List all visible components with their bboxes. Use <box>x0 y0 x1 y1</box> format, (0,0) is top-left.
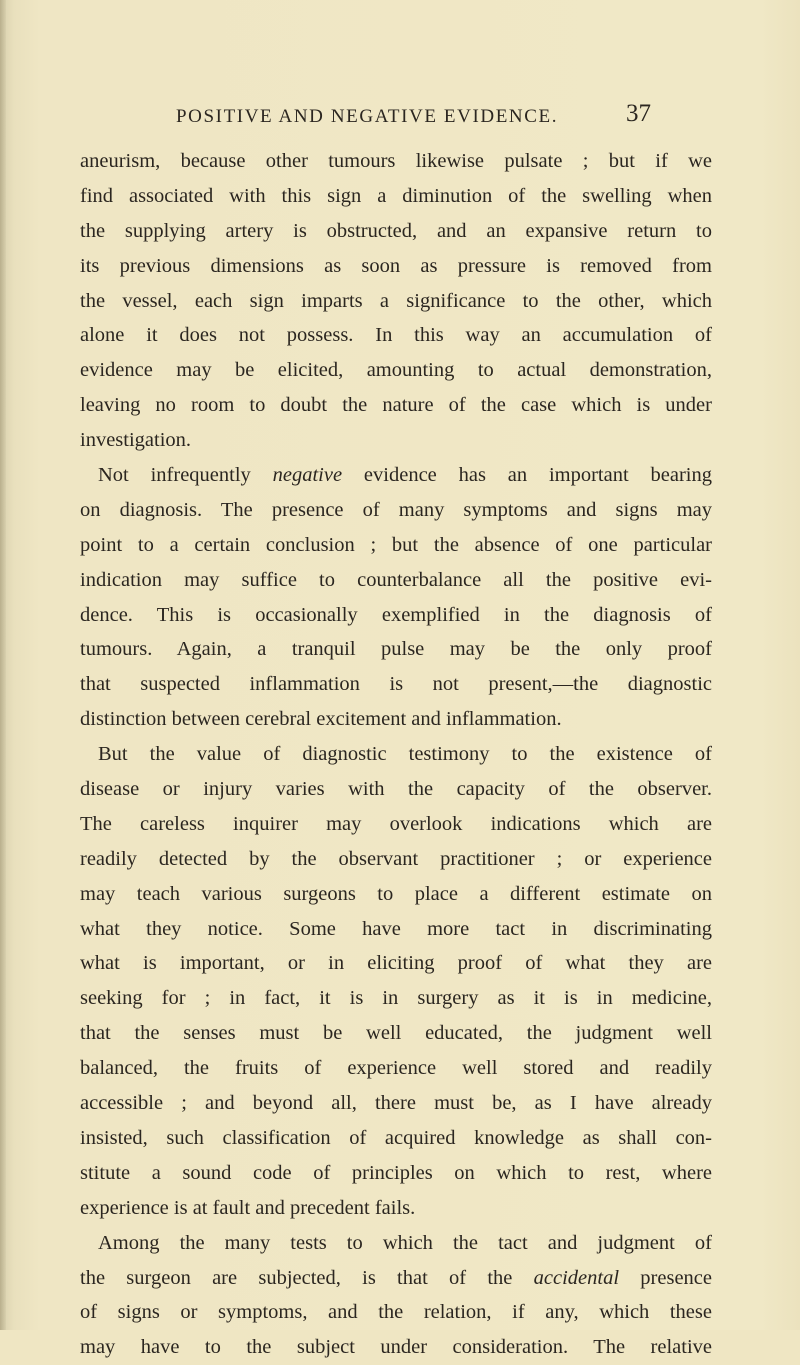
text-line: readily detected by the observant practitioner ; or experience <box>80 847 712 870</box>
text-line: distinction between cerebral excitement and inflammation. <box>80 708 562 731</box>
running-head-title: POSITIVE AND NEGATIVE EVIDENCE. <box>176 106 559 127</box>
text-line: Among the many tests to which the tact and judgment of <box>98 1231 712 1254</box>
text-run: Not infrequently <box>98 464 273 487</box>
text-line: point to a certain conclusion ; but the absence of one particular <box>80 533 712 556</box>
text-line: seeking for ; in fact, it is in surgery as it is in medicine, <box>80 987 712 1010</box>
text-line: the supplying artery is obstructed, and an expansive return to <box>80 219 712 242</box>
text-line: The careless inquirer may overlook indications which are <box>80 812 712 835</box>
page-gutter-edge <box>0 0 6 1330</box>
text-line: stitute a sound code of principles on which to rest, where <box>80 1161 712 1184</box>
text-line <box>80 1261 712 1296</box>
text-line: may teach various surgeons to place a different estimate on <box>80 882 712 905</box>
text-line: what they notice. Some have more tact in discriminating <box>80 917 712 940</box>
text-line: But the value of diagnostic testimony to the existence of <box>98 743 712 766</box>
text-line: leaving no room to doubt the nature of the case which is under <box>80 394 712 417</box>
text-line: balanced, the fruits of experience well stored and readily <box>80 1057 712 1080</box>
text-line: investigation. <box>80 429 192 452</box>
text-line: of signs or symptoms, and the relation, if any, which these <box>80 1301 712 1324</box>
text-line: may have to the subject under consideration. The relative <box>80 1336 712 1359</box>
text-line: evidence may be elicited, amounting to actual demonstration, <box>80 359 712 382</box>
text-line: disease or injury varies with the capacity of the observer. <box>80 778 712 801</box>
italic-term: accidental <box>533 1266 620 1289</box>
text-line: its previous dimensions as soon as pressure is removed from <box>80 254 712 277</box>
body-text <box>80 144 712 1365</box>
text-line: find associated with this sign a diminution of the swelling when <box>80 184 712 207</box>
text-line: experience is at fault and precedent fails. <box>80 1196 416 1219</box>
text-run: presence <box>619 1266 712 1289</box>
text-run: the surgeon are subjected, is that of the <box>80 1266 513 1289</box>
running-head <box>0 100 800 140</box>
italic-term: negative <box>272 464 343 487</box>
text-line: aneurism, because other tumours likewise pulsate ; but if we <box>80 150 712 172</box>
text-line: the vessel, each sign imparts a significance to the other, which <box>80 289 712 312</box>
text-line: dence. This is occasionally exemplified in the diagnosis of <box>80 603 712 626</box>
text-line: accessible ; and beyond all, there must be, as I have already <box>80 1092 712 1115</box>
text-run: evidence has an important bearing <box>342 464 712 487</box>
text-line: on diagnosis. The presence of many symptoms and signs may <box>80 498 712 521</box>
text-line: insisted, such classification of acquired knowledge as shall con- <box>80 1126 712 1149</box>
text-line: alone it does not possess. In this way an accumulation of <box>80 324 712 347</box>
text-line: tumours. Again, a tranquil pulse may be the only proof <box>80 638 712 661</box>
page-number: 37 <box>626 100 651 127</box>
text-line: that the senses must be well educated, the judgment well <box>80 1022 712 1045</box>
text-line: that suspected inflammation is not present,—the diagnostic <box>80 673 712 696</box>
text-line: what is important, or in eliciting proof of what they are <box>80 952 712 975</box>
text-line <box>80 458 712 493</box>
text-line: indication may suffice to counterbalance all the positive evi- <box>80 568 712 591</box>
